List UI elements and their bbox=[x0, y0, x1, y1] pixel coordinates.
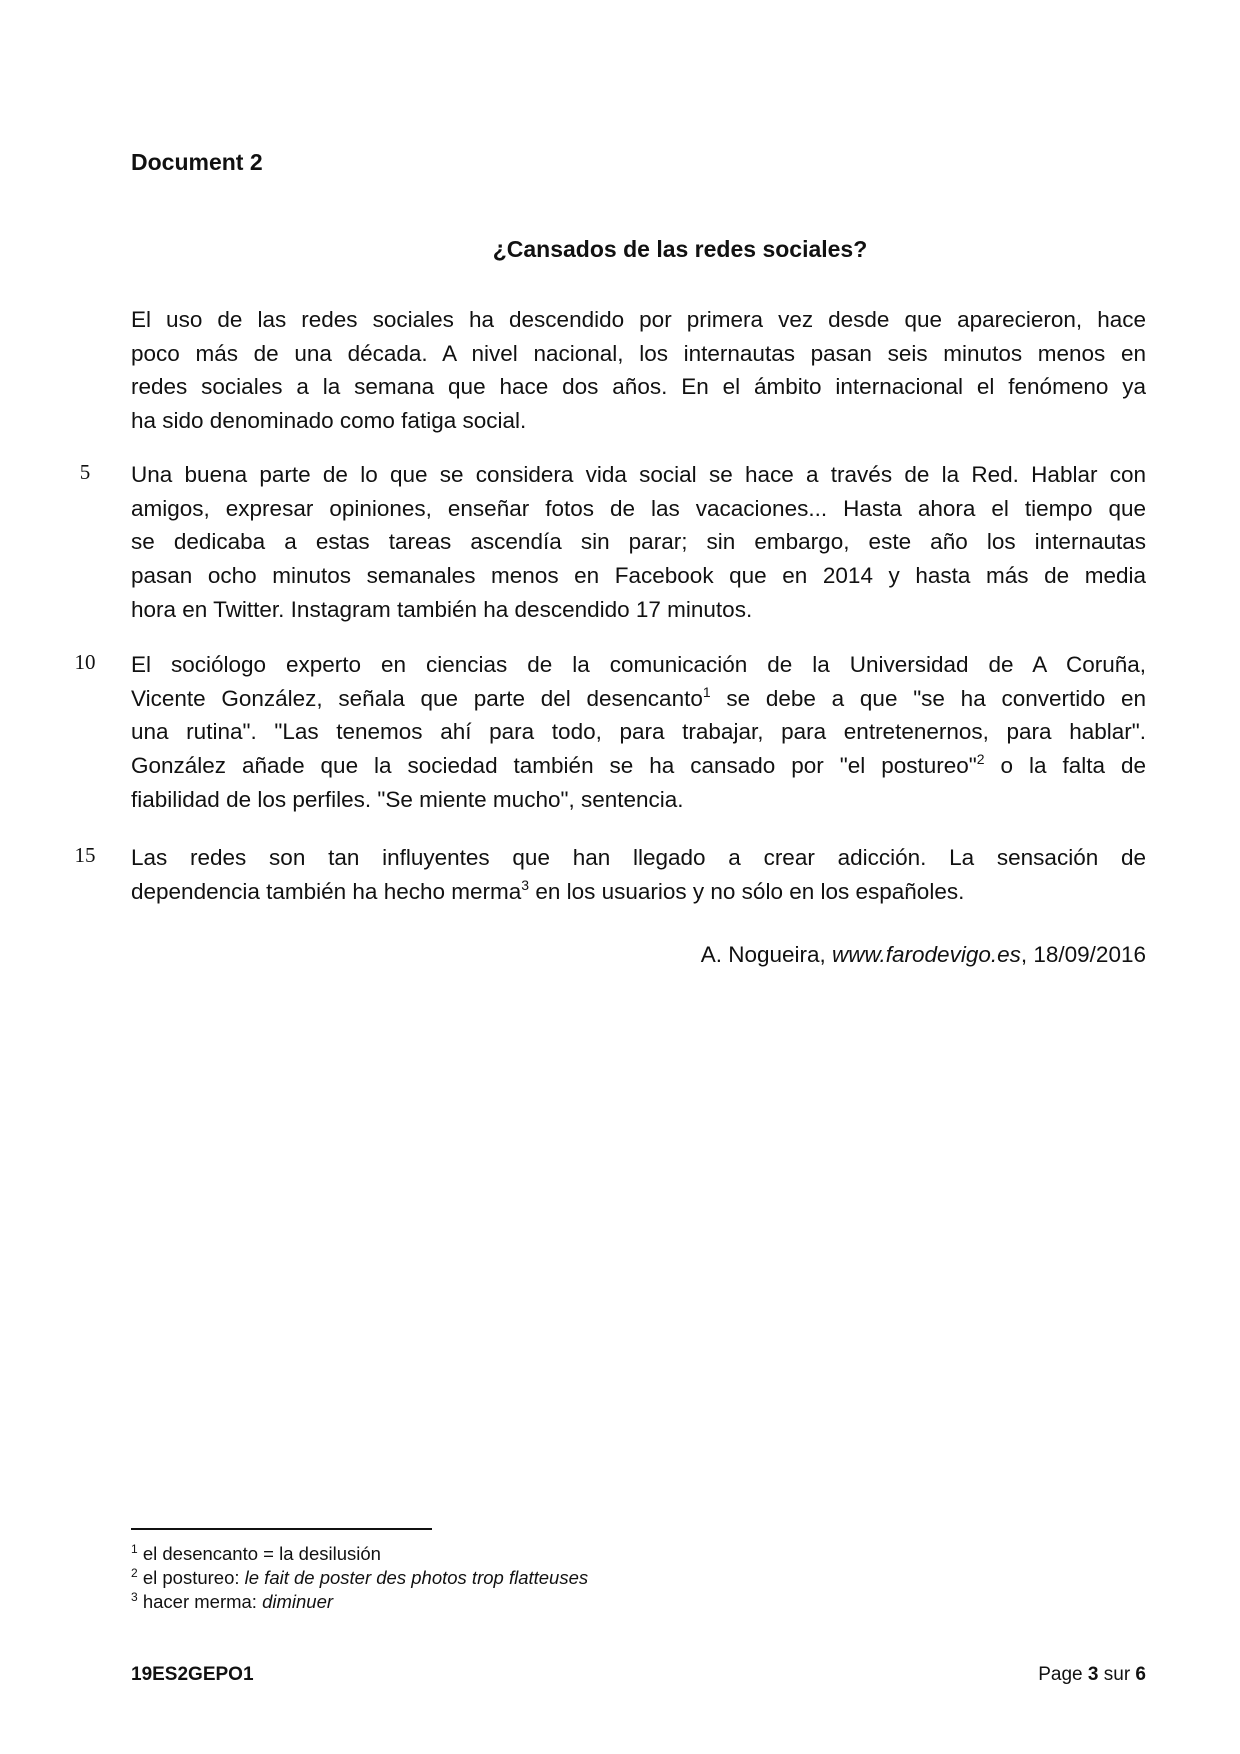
text-line: una rutina". "Las tenemos ahí para todo, para trabajar, para entretenernos, para hablar". bbox=[131, 719, 1146, 745]
text-line bbox=[131, 749, 1146, 783]
footnote-translation: le fait de poster des photos trop flatteuses bbox=[244, 1567, 589, 1588]
exam-code: 19ES2GEPO1 bbox=[131, 1664, 254, 1685]
footnote-translation: diminuer bbox=[262, 1591, 334, 1612]
source-date: , 18/09/2016 bbox=[1020, 942, 1146, 967]
text-line: fiabilidad de los perfiles. "Se miente mucho", sentencia. bbox=[131, 786, 684, 812]
footnote-number: 1 bbox=[131, 1542, 138, 1556]
article-title: ¿Cansados de las redes sociales? bbox=[492, 236, 868, 262]
text-line: ha sido denominado como fatiga social. bbox=[131, 408, 527, 434]
page-number: 3 bbox=[1087, 1664, 1099, 1685]
text-line bbox=[131, 875, 1146, 909]
page-word: Page bbox=[1038, 1664, 1088, 1685]
footnote-ref: 1 bbox=[702, 683, 711, 700]
text-line: El uso de las redes sociales ha descendido por primera vez desde que aparecieron, hace bbox=[131, 307, 1146, 332]
text-segment: González añade que la sociedad también se ha cansado por "el postureo" bbox=[131, 753, 977, 779]
footnote-ref: 2 bbox=[976, 751, 985, 768]
page-total: 6 bbox=[1135, 1664, 1146, 1685]
text-segment: se debe a que "se ha convertido en bbox=[710, 685, 1146, 711]
text-segment: o la falta de bbox=[984, 753, 1146, 779]
source-author: A. Nogueira, bbox=[700, 942, 833, 967]
text-line: hora en Twitter. Instagram también ha descendido 17 minutos. bbox=[131, 596, 753, 622]
footnote bbox=[131, 1566, 588, 1590]
footnote-text: el desencanto = la desilusión bbox=[137, 1543, 381, 1564]
page-sur: sur bbox=[1098, 1664, 1136, 1685]
text-segment: dependencia también ha hecho merma bbox=[131, 878, 522, 904]
footnotes bbox=[131, 1542, 588, 1614]
text-line bbox=[131, 682, 1146, 716]
footnote-number: 2 bbox=[131, 1566, 138, 1580]
text-line: se dedicaba a estas tareas ascendía sin parar; sin embargo, este año los internautas bbox=[131, 529, 1146, 555]
text-line: pasan ocho minutos semanales menos en Facebook que en 2014 y hasta más de media bbox=[131, 563, 1146, 589]
document-label: Document 2 bbox=[131, 149, 263, 175]
text-line: Las redes son tan influyentes que han llegado a crear adicción. La sensación de bbox=[131, 845, 1146, 870]
footnote-ref: 3 bbox=[521, 876, 530, 893]
text-segment: Vicente González, señala que parte del desencanto bbox=[131, 685, 703, 711]
footnote-text: el postureo: bbox=[137, 1567, 245, 1588]
text-line: poco más de una década. A nivel nacional, los internautas pasan seis minutos menos en bbox=[131, 340, 1146, 366]
footnote bbox=[131, 1590, 588, 1614]
footnote-text: hacer merma: bbox=[137, 1591, 263, 1612]
text-line: amigos, expresar opiniones, enseñar fotos de las vacaciones... Hasta ahora el tiempo que bbox=[131, 495, 1146, 521]
line-number: 5 bbox=[79, 460, 91, 484]
footnote-divider bbox=[131, 1528, 432, 1530]
line-number: 15 bbox=[74, 843, 96, 867]
paragraph-1 bbox=[131, 303, 1146, 438]
text-line: El sociólogo experto en ciencias de la comunicación de la Universidad de A Coruña, bbox=[131, 652, 1146, 677]
paragraph-3 bbox=[131, 648, 1146, 816]
line-number: 10 bbox=[74, 650, 96, 674]
text-line: redes sociales a la semana que hace dos años. En el ámbito internacional el fenómeno ya bbox=[131, 374, 1146, 400]
page-indicator bbox=[1038, 1664, 1146, 1686]
paragraph-2 bbox=[131, 458, 1146, 626]
paragraph-4 bbox=[131, 841, 1146, 908]
footnote bbox=[131, 1542, 588, 1566]
text-line: Una buena parte de lo que se considera vida social se hace a través de la Red. Hablar con bbox=[131, 462, 1146, 487]
source-site: www.farodevigo.es bbox=[832, 942, 1021, 967]
footnote-number: 3 bbox=[131, 1590, 138, 1604]
text-segment: en los usuarios y no sólo en los españoles. bbox=[529, 878, 965, 904]
source-citation bbox=[131, 942, 1146, 968]
